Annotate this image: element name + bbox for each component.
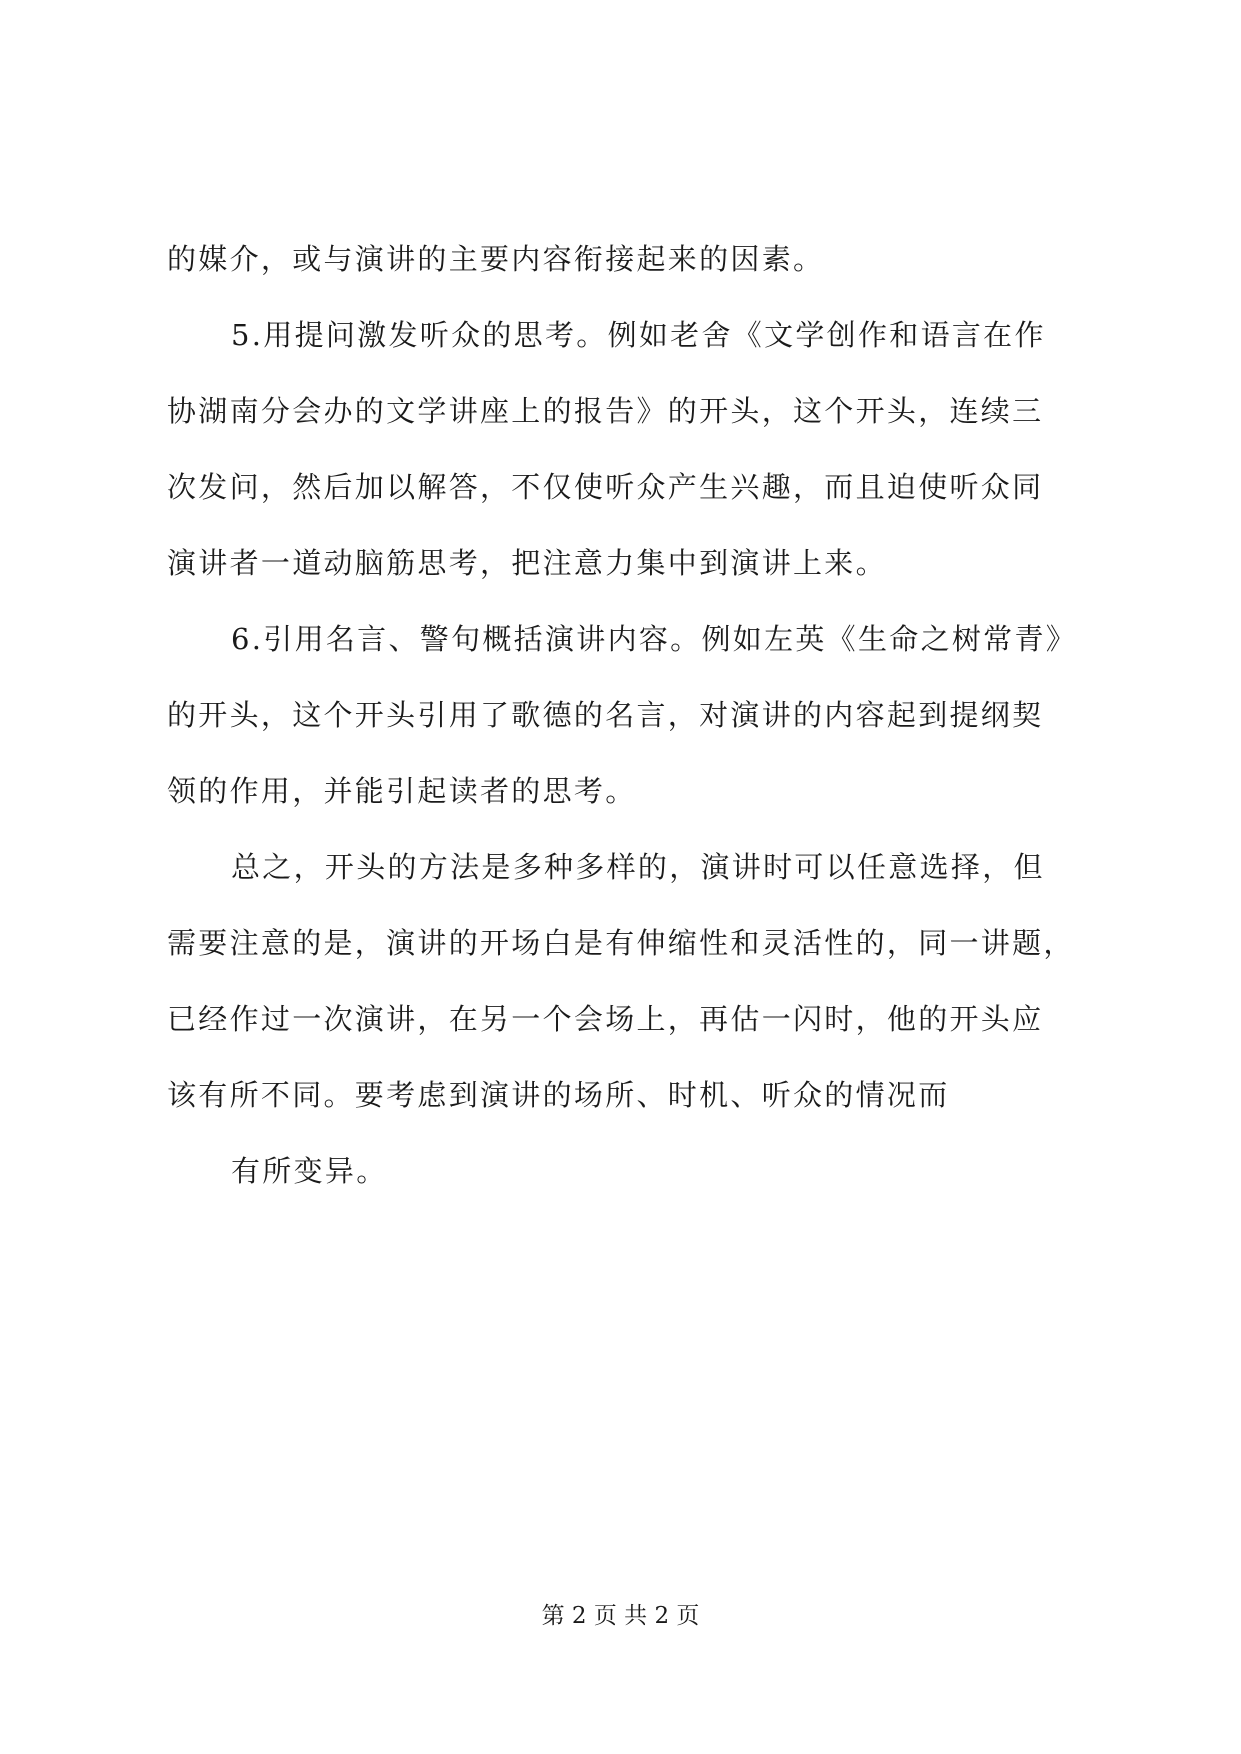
summary-paragraph-line-1: 总之，开头的方法是多种多样的，演讲时可以任意选择，但 <box>231 850 1045 884</box>
paragraph-6-line-1: 6.引用名言、警句概括演讲内容。例如左英《生命之树常青》 <box>231 622 1078 656</box>
document-body <box>167 233 1082 1197</box>
text-line: 该有所不同。要考虑到演讲的场所、时机、听众的情况而 <box>167 1078 950 1112</box>
page-number-footer: 第 2 页 共 2 页 <box>541 1603 700 1629</box>
text-line: 演讲者一道动脑筋思考，把注意力集中到演讲上来。 <box>167 546 887 580</box>
text-line: 次发问，然后加以解答，不仅使听众产生兴趣，而且迫使听众同 <box>167 470 1044 504</box>
text-line: 已经作过一次演讲，在另一个会场上，再估一闪时，他的开头应 <box>167 1002 1044 1036</box>
text-line: 的媒介，或与演讲的主要内容衔接起来的因素。 <box>167 242 825 276</box>
text-line: 协湖南分会办的文学讲座上的报告》的开头，这个开头，连续三 <box>167 394 1044 428</box>
text-line: 的开头，这个开头引用了歌德的名言，对演讲的内容起到提纲契 <box>167 698 1044 732</box>
paragraph-5-line-1: 5.用提问激发听众的思考。例如老舍《文学创作和语言在作 <box>231 318 1046 352</box>
text-line: 领的作用，并能引起读者的思考。 <box>167 774 637 808</box>
text-line: 有所变异。 <box>231 1154 388 1188</box>
text-line: 需要注意的是，演讲的开场白是有伸缩性和灵活性的，同一讲题， <box>167 926 1075 960</box>
